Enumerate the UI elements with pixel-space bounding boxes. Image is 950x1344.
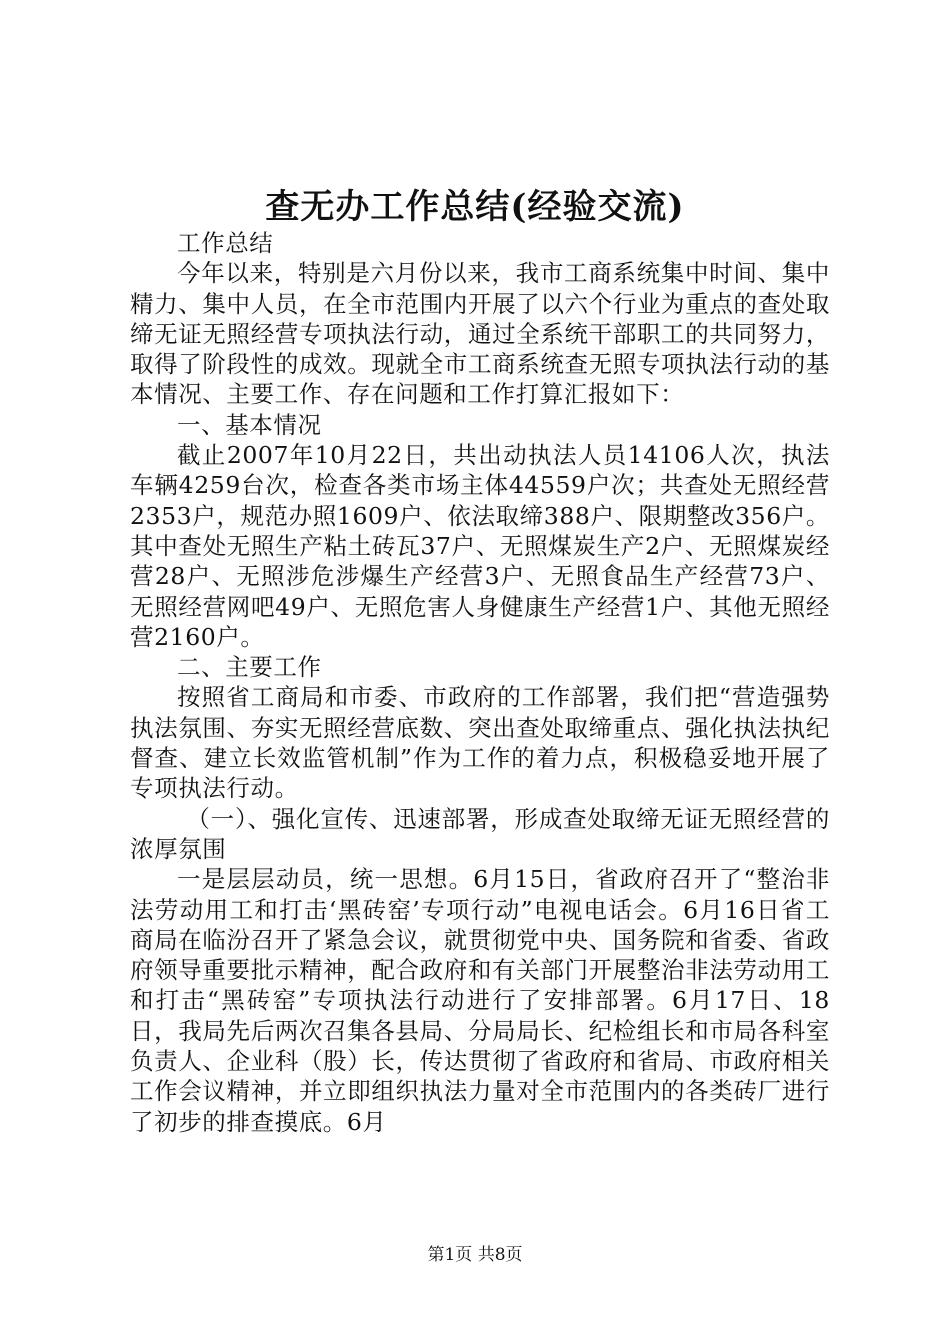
paragraph-heading-summary: 工作总结 xyxy=(177,229,274,257)
document-body xyxy=(130,228,830,1137)
subsection-heading-1: （一）、强化宣传、迅速部署，形成查处取缔无证无照经营的浓厚氛围 xyxy=(130,804,830,863)
paragraph-mobilization: 一是层层动员，统一思想。6月15日，省政府召开了“整治非法劳动用工和打击‘黑砖窑’专项行动”电视电话会。6月16日省工商局在临汾召开了紧急会议，就贯彻党中央、国务院和省委、省政府领导重要批示精神，配合政府和有关部门开展整治非法劳动用工和打击“黑砖窑”专项执法行动进行了安排部署。6月17日、18日，我局先后两次召集各县局、分局局长、纪检组长和市局各科室负责人、企业科（股）长，传达贯彻了省政府和省局、市政府相关工作会议精神，并立即组织执法力量对全市范围内的各类砖厂进行了初步的排查摸底。6月 xyxy=(130,865,830,1136)
document-title: 查无办工作总结(经验交流) xyxy=(265,187,685,227)
section-heading-basic-situation: 一、基本情况 xyxy=(177,410,322,439)
paragraph-basic-situation: 截止2007年10月22日，共出动执法人员14106人次，执法车辆4259台次，检查各类市场主体44559户次；共查处无照经营2353户，规范办照1609户、依法取缔388户、限期整改356户。其中查处无照生产粘土砖瓦37户、无照煤炭生产2户、无照煤炭经营28户、无照涉危涉爆生产经营3户、无照食品生产经营73户、无照经营网吧49户、无照危害人身健康生产经营1户、其他无照经营2160户。 xyxy=(130,441,830,651)
paragraph-main-work: 按照省工商局和市委、市政府的工作部署，我们把“营造强势执法氛围、夯实无照经营底数、突出查处取缔重点、强化执法执纪督查、建立长效监管机制”作为工作的着力点，积极稳妥地开展了专项执法行动。 xyxy=(130,683,830,803)
paragraph-intro: 今年以来，特别是六月份以来，我市工商系统集中时间、集中精力、集中人员，在全市范围内开展了以六个行业为重点的查处取缔无证无照经营专项执法行动，通过全系统干部职工的共同努力，取得了阶段性的成效。现就全市工商系统查无照专项执法行动的基本情况、主要工作、存在问题和工作打算汇报如下： xyxy=(130,259,830,409)
section-heading-main-work: 二、主要工作 xyxy=(177,653,322,682)
page-footer: 第1页 共8页 xyxy=(427,1245,523,1265)
